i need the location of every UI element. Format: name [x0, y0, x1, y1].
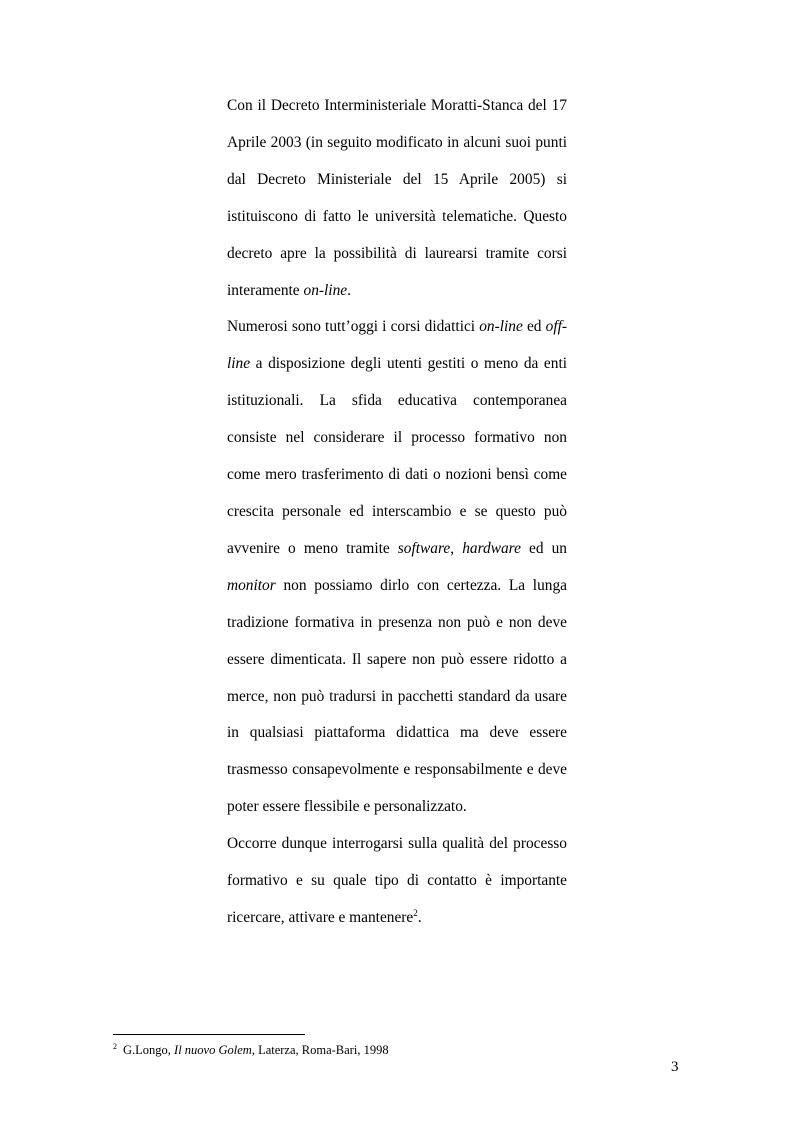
footnote-publisher: , Laterza, Roma-Bari, 1998: [251, 1043, 389, 1057]
paragraph-2: [227, 309, 567, 826]
italic-term: on-line: [479, 318, 523, 336]
text-run: non possiamo dirlo con certezza. La lunga tradizione formativa in presenza non può e non deve essere dimenticata. Il sapere non può essere ridotto a merce, non può tradursi in pacchetti standard da usare in qualsiasi piattaforma didattica ma deve essere trasmesso consapevolmente e responsabilmente e deve poter essere flessibile e personalizzato.: [227, 576, 567, 816]
paragraph-1: [227, 88, 567, 309]
footnote-separator: [113, 1034, 305, 1035]
text-run: ,: [450, 539, 463, 557]
main-text: [227, 88, 567, 937]
text-run: Con il Decreto Interministeriale Moratti-Stanca del 17 Aprile 2003 (in seguito modificato in alcuni suoi punti dal Decreto Ministeriale del 15 Aprile 2005) si istituiscono di fatto le università telematiche. Questo decreto apre la possibilità di laurearsi tramite corsi interamente: [227, 97, 567, 299]
footnote-author: G.Longo,: [123, 1043, 175, 1057]
text-run: Occorre dunque interrogarsi sulla qualità del processo formativo e su quale tipo di contatto è importante ricercare, attivare e mantenere: [227, 835, 567, 926]
footnote-marker: 2: [113, 1042, 117, 1051]
text-run: ed: [522, 318, 546, 336]
italic-term: software: [397, 539, 451, 557]
footnote-title: Il nuovo Golem: [174, 1043, 252, 1057]
paragraph-3: [227, 826, 567, 937]
text-run: .: [347, 281, 351, 299]
italic-term: off-line: [227, 318, 567, 373]
italic-term: hardware: [462, 539, 521, 557]
text-run: .: [417, 908, 422, 926]
page-number: 3: [671, 1059, 679, 1075]
italic-term: monitor: [227, 576, 276, 594]
italic-term: on-line: [303, 281, 348, 299]
footnote: [113, 1043, 389, 1058]
text-run: Numerosi sono tutt’oggi i corsi didattici: [227, 318, 480, 336]
text-run: a disposizione degli utenti gestiti o meno da enti istituzionali. La sfida educativa contemporanea consiste nel considerare il processo formativo non come mero trasferimento di dati o nozioni bensì come crescita personale ed interscambio e se questo può avvenire o meno tramite: [227, 355, 567, 557]
text-run: ed un: [520, 539, 567, 557]
footnote-reference: 2: [413, 907, 418, 918]
